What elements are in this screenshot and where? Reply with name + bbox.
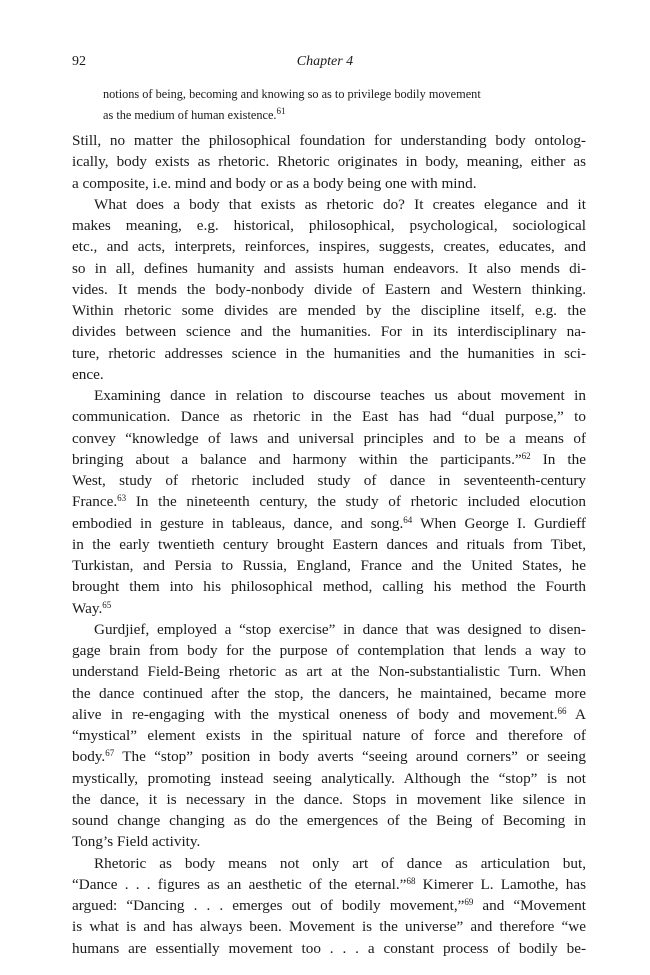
block-quote	[103, 84, 553, 127]
block-quote-line: notions of being, becoming and knowing so as to privilege bodily movement	[103, 87, 481, 101]
text-line: What does a body that exists as rhetoric do? It creates elegance and it	[94, 195, 586, 213]
text-line	[72, 598, 586, 619]
line-text: In the nineteenth century, the study of rhetoric included elocution	[126, 493, 586, 511]
paragraph	[72, 619, 586, 853]
text-line: so in all, defines humanity and assists human endeavors. It also mends di-	[72, 259, 586, 277]
text-line	[72, 895, 586, 916]
text-line: divides between science and the humanities. For in its interdisciplinary na-	[72, 323, 586, 341]
text-line: ture, rhetoric addresses science in the humanities and the humanities in sci-	[72, 344, 586, 362]
text-line	[72, 704, 586, 725]
paragraph	[72, 853, 586, 959]
footnote-marker: 66	[557, 705, 567, 716]
text-line: convey “knowledge of laws and universal principles and to be a means of	[72, 429, 586, 447]
text-line: Gurdjief, employed a “stop exercise” in dance that was designed to disen-	[94, 620, 586, 638]
line-text: and “Movement	[473, 897, 586, 914]
text-line: mystically, promoting instead seeing analytically. Although the “stop” is not	[72, 769, 586, 787]
line-text: France.	[72, 493, 118, 511]
text-line: etc., and acts, interprets, reinforces, inspires, suggests, creates, educates, and	[72, 238, 586, 256]
line-text: When George I. Gurdieff	[412, 514, 586, 532]
text-line: Still, no matter the philosophical foundation for understanding body ontolog-	[72, 132, 586, 149]
text-line: humans are essentially movement too . . . a constant process of bodily be-	[72, 939, 586, 957]
line-text: bringing about a balance and harmony within the participants.”	[72, 450, 522, 468]
text-line: is what is and has always been. Movement is the universe” and therefore “we	[72, 918, 586, 936]
text-line: brought them into his philosophical method, calling his method the Fourth	[72, 578, 586, 596]
block-quote-text: as the medium of human existence.	[103, 108, 277, 123]
paragraph	[72, 385, 586, 619]
paragraph	[72, 194, 586, 385]
text-line: Within rhetoric some divides are mended by the discipline itself, e.g. the	[72, 302, 586, 319]
line-text: “Dance . . . figures as an aesthetic of the eternal.”	[72, 875, 407, 893]
footnote-marker: 62	[521, 450, 531, 461]
line-text: A	[566, 705, 586, 723]
text-line: Tong’s Field activity.	[72, 833, 201, 851]
text-line	[72, 874, 586, 895]
page-number: 92	[72, 54, 86, 69]
text-line: communication. Dance as rhetoric in the East has had “dual purpose,” to	[72, 408, 586, 426]
text-line: West, study of rhetoric included study of dance in seventeenth-century	[72, 472, 586, 489]
text-line: ically, body exists as rhetoric. Rhetoric originates in body, meaning, either as	[72, 153, 586, 171]
line-text: body.	[72, 748, 106, 766]
text-line	[72, 449, 586, 470]
text-line: the dance, it is necessary in the dance. Stops in movement like silence in	[72, 790, 586, 808]
footnote-marker: 64	[403, 514, 413, 525]
text-line: “mystical” element exists in the spiritual nature of force and therefore of	[72, 727, 586, 744]
footnote-marker: 69	[464, 897, 474, 907]
line-text: argued: “Dancing . . . emerges out of bodily movement,”	[72, 897, 465, 914]
text-line: understand Field-Being rhetoric as art at the Non-substantialistic Turn. When	[72, 663, 586, 681]
text-line: the dance continued after the stop, the dancers, he maintained, became more	[72, 684, 586, 702]
body-text	[72, 130, 586, 959]
text-line: a composite, i.e. mind and body or as a body being one with mind.	[72, 174, 477, 192]
footnote-marker: 67	[105, 748, 115, 759]
footnote-marker: 68	[406, 875, 416, 886]
text-line: vides. It mends the body-nonbody divide of Eastern and Western thinking.	[72, 280, 586, 298]
text-line: Examining dance in relation to discourse teaches us about movement in	[94, 387, 586, 404]
text-line: ence.	[72, 365, 104, 383]
text-line: Rhetoric as body means not only art of dance as articulation but,	[94, 854, 586, 872]
line-text: The “stop” position in body averts “seeing around corners” or seeing	[114, 748, 586, 766]
line-text: Way.	[72, 599, 103, 617]
line-text: Kimerer L. Lamothe, has	[415, 875, 586, 893]
text-line	[72, 513, 586, 534]
text-line: sound change changing as do the emergences of the Being of Becoming in	[72, 812, 586, 829]
text-line: in the early twentieth century brought Eastern dances and rituals from Tibet,	[72, 535, 586, 553]
footnote-marker: 63	[117, 493, 127, 504]
line-text: In the	[530, 450, 586, 468]
block-quote-line	[103, 105, 553, 126]
text-line: Turkistan, and Persia to Russia, England, France and the United States, he	[72, 557, 586, 574]
text-line: gage brain from body for the purpose of contemplation that lends a way to	[72, 642, 586, 659]
footnote-marker: 61	[276, 106, 286, 117]
footnote-marker: 65	[102, 599, 112, 610]
paragraph	[72, 130, 586, 194]
text-line	[72, 746, 586, 767]
text-line: makes meaning, e.g. historical, philosophical, psychological, sociological	[72, 217, 586, 234]
running-title: Chapter 4	[296, 54, 354, 69]
text-line	[72, 491, 586, 512]
line-text: alive in re-engaging with the mystical oneness of body and movement.	[72, 705, 558, 723]
line-text: embodied in gesture in tableaus, dance, and song.	[72, 514, 404, 532]
